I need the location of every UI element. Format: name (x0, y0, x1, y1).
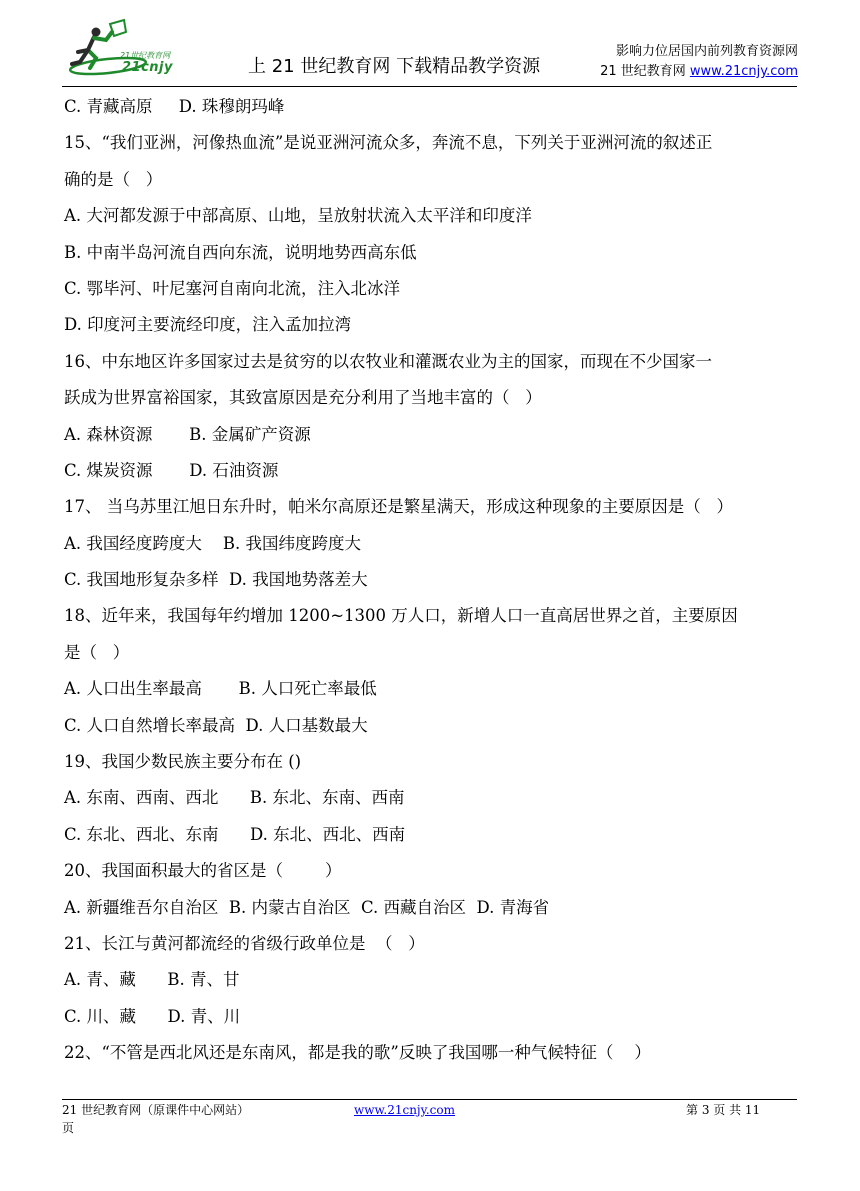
logo-tagline: 21世纪教育网 (120, 51, 171, 60)
header-title: 上 21 世纪教育网 下载精品教学资源 (248, 56, 541, 77)
text-line: 跃成为世界富裕国家，其致富原因是充分利用了当地丰富的（ ） (64, 388, 542, 408)
text-line: D. 印度河主要流经印度，注入孟加拉湾 (64, 315, 352, 335)
text-line: A. 大河都发源于中部高原、山地，呈放射状流入太平洋和印度洋 (64, 206, 532, 226)
text-line: A. 东南、西南、西北 B. 东北、东南、西南 (64, 788, 405, 808)
text-line: 19、我国少数民族主要分布在 () (64, 752, 302, 772)
text-line: 21、长江与黄河都流经的省级行政单位是 （ ） (64, 933, 425, 953)
header-site-line (578, 62, 798, 82)
text-line: 22、“不管是西北风还是东南风，都是我的歌”反映了我国哪一种气候特征（ ） (64, 1043, 651, 1063)
header-site-name: 21 世纪教育网 (600, 64, 690, 79)
header-divider (62, 86, 797, 87)
text-line: 是（ ） (64, 642, 130, 662)
text-line: 15、“我们亚洲，河像热血流”是说亚洲河流众多，奔流不息，下列关于亚洲河流的叙述正 (64, 133, 713, 153)
logo-brand-text: 21cnjy (122, 60, 173, 75)
text-line: C. 鄂毕河、叶尼塞河自南向北流，注入北冰洋 (64, 278, 401, 298)
footer-page-number: 第 3 页 共 11 (686, 1103, 761, 1117)
text-line: 18、近年来，我国每年约增加 1200~1300 万人口，新增人口一直高居世界之首，主要原因 (64, 606, 738, 626)
header-slogan: 影响力位居国内前列教育资源网 (615, 44, 798, 59)
text-line: A. 我国经度跨度大 B. 我国纬度跨度大 (64, 533, 361, 553)
text-line: C. 川、藏 D. 青、川 (64, 1006, 241, 1026)
footer-divider (62, 1099, 797, 1100)
text-line: 16、中东地区许多国家过去是贫穷的以农牧业和灌溉农业为主的国家，而现在不少国家一 (64, 351, 712, 371)
header-site-link[interactable]: www.21cnjy.com (689, 64, 798, 79)
header-right-block (578, 42, 798, 82)
text-line: A. 新疆维吾尔自治区 B. 内蒙古自治区 C. 西藏自治区 D. 青海省 (64, 897, 550, 917)
text-line: C. 煤炭资源 D. 石油资源 (64, 460, 279, 480)
footer-page-suffix: 页 (62, 1121, 75, 1135)
site-logo (66, 18, 196, 82)
footer-site-link[interactable]: www.21cnjy.com (354, 1103, 455, 1117)
text-line: A. 森林资源 B. 金属矿产资源 (64, 424, 311, 444)
text-line: C. 人口自然增长率最高 D. 人口基数最大 (64, 715, 368, 735)
text-line: C. 东北、西北、东南 D. 东北、西北、西南 (64, 824, 406, 844)
text-line: A. 青、藏 B. 青、甘 (64, 970, 240, 990)
text-line: C. 青藏高原 D. 珠穆朗玛峰 (64, 97, 285, 116)
page-header (62, 14, 798, 86)
text-line: B. 中南半岛河流自西向东流，说明地势西高东低 (64, 242, 417, 262)
text-line: 确的是（ ） (64, 169, 163, 189)
text-line: 20、我国面积最大的省区是（ ） (64, 861, 342, 881)
text-line: 17、 当乌苏里江旭日东升时，帕米尔高原还是繁星满天，形成这种现象的主要原因是（ ） (64, 497, 733, 517)
question-content (64, 89, 796, 1072)
text-line: A. 人口出生率最高 B. 人口死亡率最低 (64, 679, 377, 699)
footer-site-name: 21 世纪教育网（原课件中心网站） (62, 1103, 250, 1117)
text-line: C. 我国地形复杂多样 D. 我国地势落差大 (64, 570, 368, 590)
